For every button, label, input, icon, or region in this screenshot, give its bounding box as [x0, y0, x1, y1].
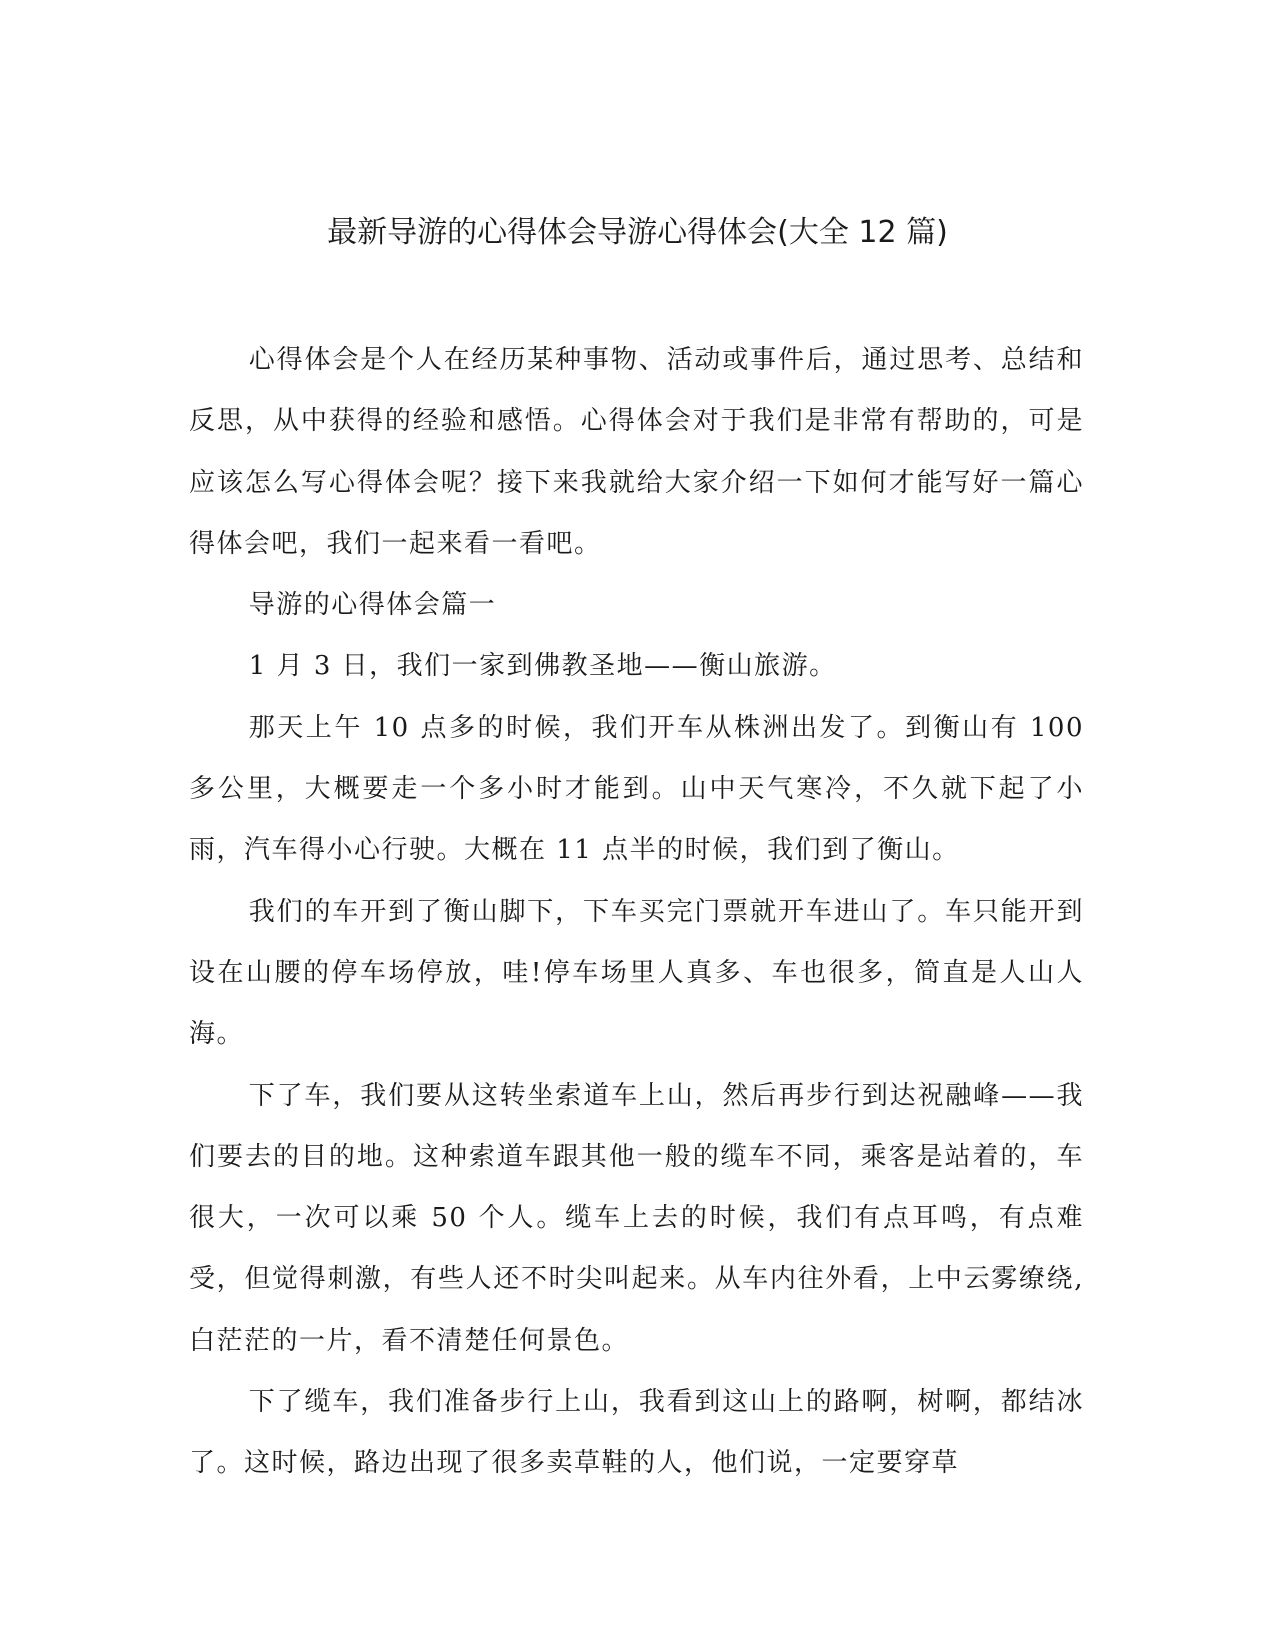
intro-paragraph: 心得体会是个人在经历某种事物、活动或事件后，通过思考、总结和反思，从中获得的经验和感悟。心得体会对于我们是非常有帮助的，可是应该怎么写心得体会呢？接下来我就给大家介绍一下如何才能写好一篇心得体会吧，我们一起来看一看吧。 [189, 345, 1084, 559]
body-paragraph: 下了缆车，我们准备步行上山，我看到这山上的路啊，树啊，都结冰了。这时候，路边出现了很多卖草鞋的人，他们说，一定要穿草 [189, 1387, 1084, 1479]
body-paragraph: 1 月 3 日，我们一家到佛教圣地——衡山旅游。 [248, 651, 837, 682]
body-paragraph: 下了车，我们要从这转坐索道车上山，然后再步行到达祝融峰——我们要去的目的地。这种索道车跟其他一般的缆车不同，乘客是站着的，车很大，一次可以乘 50 个人。缆车上去的时候，我们有点耳鸣，有点难受，但觉得刺激，有些人还不时尖叫起来。从车内往外看，上中云雾缭绕,白茫茫的一片，看不清楚任何景色。 [189, 1080, 1084, 1356]
section-heading: 导游的心得体会篇一 [248, 590, 497, 621]
body-paragraph: 那天上午 10 点多的时候，我们开车从株洲出发了。到衡山有 100 多公里，大概要走一个多小时才能到。山中天气寒冷，不久就下起了小雨，汽车得小心行驶。大概在 11 点半的时候，我们到了衡山。 [189, 712, 1084, 866]
document-title: 最新导游的心得体会导游心得体会(大全 12 篇) [327, 215, 948, 250]
body-paragraph: 我们的车开到了衡山脚下，下车买完门票就开车进山了。车只能开到设在山腰的停车场停放，哇!停车场里人真多、车也很多，简直是人山人海。 [189, 896, 1084, 1050]
document-body [189, 330, 1084, 1495]
